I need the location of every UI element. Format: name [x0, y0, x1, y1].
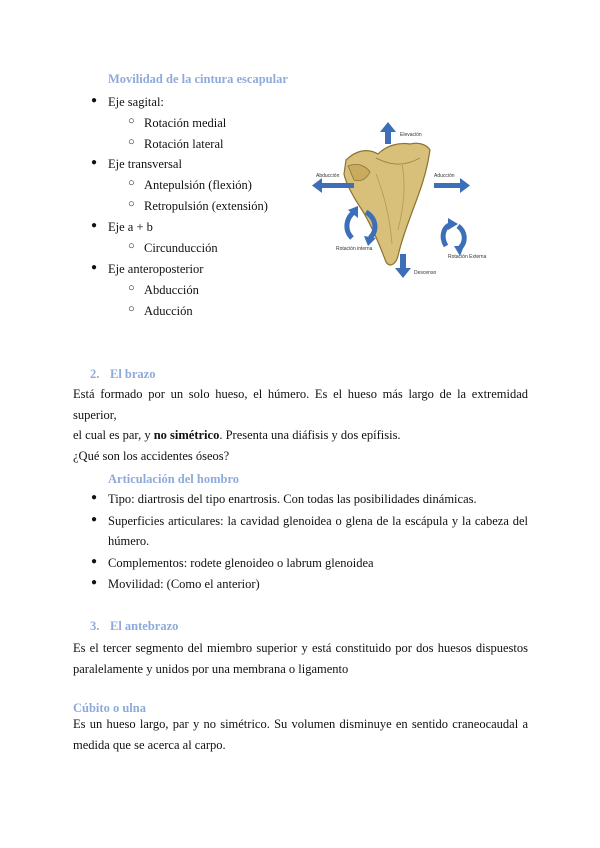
antebrazo-heading	[90, 619, 178, 634]
arrow-up-icon	[380, 122, 396, 144]
bullet-icon: ●	[91, 262, 98, 273]
label-abduccion: Abducción	[316, 173, 340, 179]
circle-bullet-icon: ○	[128, 177, 135, 189]
bold-text: no simétrico	[153, 428, 220, 442]
circle-bullet-icon: ○	[128, 115, 135, 127]
cubito-paragraph	[73, 714, 528, 755]
paragraph-line	[73, 425, 528, 446]
sub-list-item	[128, 240, 218, 256]
circle-bullet-icon: ○	[128, 240, 135, 252]
paragraph-line: paralelamente y unidos por una membrana o ligamento	[73, 661, 349, 676]
bullet-icon: ●	[91, 492, 98, 503]
list-item-label: Eje anteroposterior	[108, 262, 204, 276]
list-item	[91, 556, 374, 571]
articulacion-heading: Articulación del hombro	[108, 472, 240, 486]
brazo-paragraph	[73, 384, 528, 466]
bullet-icon: ●	[91, 95, 98, 106]
paragraph-line: Es un hueso largo, par y no simétrico. Su volumen disminuye en sentido craneocaudal a	[73, 717, 528, 731]
sub-list-item	[128, 282, 199, 298]
sub-list-item-label: Rotación medial	[144, 116, 227, 130]
heading-number: 2.	[90, 367, 100, 381]
heading-title: El antebrazo	[110, 619, 179, 633]
list-item	[91, 262, 204, 277]
list-item-label: Movilidad: (Como el anterior)	[108, 577, 260, 591]
label-elevacion: Elevación	[400, 132, 422, 138]
list-item-label: Tipo: diartrosis del tipo enartrosis. Con todas las posibilidades dinámicas.	[108, 492, 477, 506]
text-run: . Presenta una diáfisis y dos epífisis.	[219, 428, 401, 442]
bullet-icon: ●	[91, 220, 98, 231]
sub-list-item	[128, 136, 224, 152]
list-item-continuation: húmero.	[108, 534, 150, 548]
text-run: el cual es par, y	[73, 428, 154, 442]
heading-title: El brazo	[110, 367, 156, 381]
list-item-label: Complementos: rodete glenoideo o labrum glenoidea	[108, 556, 374, 570]
list-item-label: Superficies articulares: la cavidad glenoidea o glena de la escápula y la cabeza del	[108, 514, 528, 528]
arrow-right-icon	[434, 178, 470, 193]
label-rot-interna: Rotación interna	[336, 246, 373, 252]
sub-list-item-label: Retropulsión (extensión)	[144, 199, 268, 213]
antebrazo-paragraph	[73, 638, 528, 679]
scapula-movement-diagram	[306, 114, 502, 284]
sub-list-item	[128, 115, 227, 131]
list-item-label: Eje transversal	[108, 157, 182, 171]
list-item	[91, 492, 477, 507]
list-item	[91, 157, 182, 172]
circle-bullet-icon: ○	[128, 136, 135, 148]
paragraph-line: medida que se acerca al carpo.	[73, 737, 226, 752]
movilidad-heading: Movilidad de la cintura escapular	[108, 72, 288, 86]
circle-bullet-icon: ○	[128, 198, 135, 210]
sub-list-item-label: Abducción	[144, 283, 199, 297]
label-rot-externa: Rotación Externa	[448, 254, 487, 260]
bullet-icon: ●	[91, 514, 98, 525]
label-descenso: Descenso	[414, 270, 437, 276]
circle-bullet-icon: ○	[128, 282, 135, 294]
paragraph-line: Es el tercer segmento del miembro superior y está constituido por dos huesos dispuestos	[73, 641, 528, 655]
sub-list-item	[128, 177, 252, 193]
list-item	[91, 95, 164, 110]
paragraph-line: ¿Qué son los accidentes óseos?	[73, 448, 230, 463]
sub-list-item	[128, 198, 268, 214]
sub-list-item	[128, 303, 193, 319]
circle-bullet-icon: ○	[128, 303, 135, 315]
rotation-right-icon	[443, 218, 464, 256]
cubito-heading: Cúbito o ulna	[73, 701, 146, 715]
list-item	[91, 577, 260, 592]
label-aduccion: Aducción	[434, 173, 455, 179]
bullet-icon: ●	[91, 577, 98, 588]
list-item	[91, 514, 528, 529]
bullet-icon: ●	[91, 157, 98, 168]
sub-list-item-label: Rotación lateral	[144, 137, 224, 151]
list-item-label: Eje a + b	[108, 220, 153, 234]
sub-list-item-label: Aducción	[144, 304, 193, 318]
brazo-heading	[90, 367, 155, 382]
paragraph-line: Está formado por un solo hueso, el húmero. Es el hueso más largo de la extremidad superior,	[73, 387, 528, 422]
bullet-icon: ●	[91, 556, 98, 567]
heading-number: 3.	[90, 619, 100, 633]
sub-list-item-label: Antepulsión (flexión)	[144, 178, 252, 192]
list-item	[91, 220, 153, 235]
list-item-label: Eje sagital:	[108, 95, 164, 109]
sub-list-item-label: Circunducción	[144, 241, 218, 255]
